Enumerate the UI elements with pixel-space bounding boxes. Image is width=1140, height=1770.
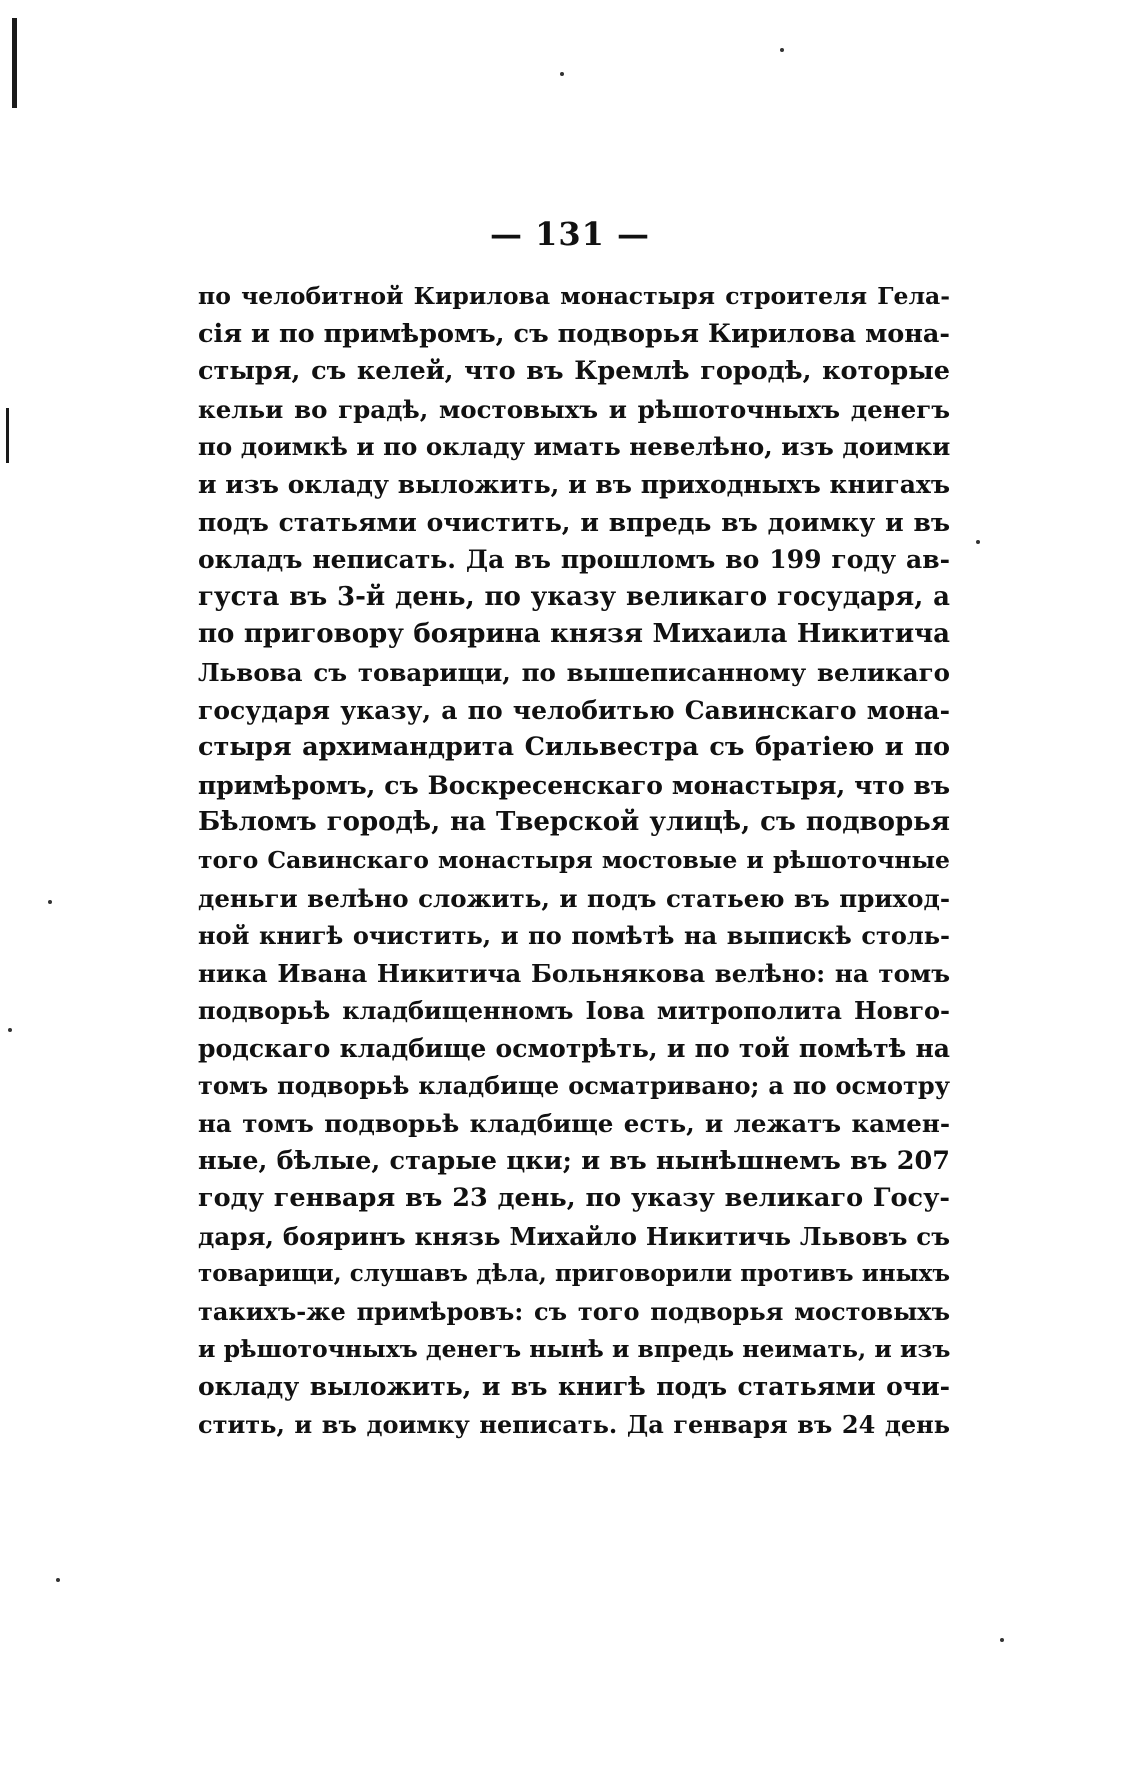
text-line: и изъ окладу выложить, и въ приходныхъ книгахъ [198, 469, 950, 499]
text-line: на томъ подворьѣ кладбище есть, и лежатъ камен- [198, 1109, 950, 1139]
text-line: родскаго кладбище осмотрѣть, и по той помѣтѣ на [198, 1033, 950, 1063]
text-line: ной книгѣ очистить, и по помѣтѣ на выпискѣ столь- [198, 921, 950, 951]
scan-speck [780, 48, 784, 52]
scan-edge-mark [6, 408, 9, 463]
text-line: окладу выложить, и въ книгѣ подъ статьями очи- [198, 1372, 950, 1402]
text-line: сія и по примѣромъ, съ подворья Кирилова мона- [198, 318, 950, 349]
text-line: деньги велѣно сложить, и подъ статьею въ приход- [198, 883, 950, 913]
text-line: Бѣломъ городѣ, на Тверской улицѣ, съ подворья [198, 807, 950, 838]
text-line: густа въ 3-й день, по указу великаго государя, а [198, 581, 950, 612]
text-line: такихъ-же примѣровъ: съ того подворья мостовыхъ [198, 1297, 950, 1327]
scan-edge-mark [12, 18, 17, 108]
text-line: подворьѣ кладбищенномъ Іова митрополита Новго- [198, 996, 950, 1026]
scan-speck [976, 540, 980, 544]
page-number: — 131 — [489, 215, 651, 253]
scan-speck [8, 1028, 12, 1032]
text-line: ные, бѣлые, старые цки; и въ нынѣшнемъ въ 207 [198, 1145, 950, 1176]
text-line: стить, и въ доимку неписать. Да генваря въ 24 день [198, 1409, 950, 1439]
scan-speck [560, 72, 564, 76]
text-line: году генваря въ 23 день, по указу великаго Госу- [198, 1183, 950, 1214]
text-line: даря, бояринъ князь Михайло Никитичь Львовъ съ [198, 1221, 950, 1251]
text-line: товарищи, слушавъ дѣла, приговорили противъ иныхъ [198, 1260, 950, 1288]
text-line: государя указу, а по челобитью Савинскаго мона- [198, 695, 950, 725]
text-line: того Савинскаго монастыря мостовые и рѣшоточные [198, 845, 950, 874]
scan-speck [56, 1578, 60, 1582]
body-text [198, 278, 950, 1478]
text-line: стыря архимандрита Сильвестра съ братіею и по [198, 732, 950, 763]
text-line: по челобитной Кирилова монастыря строителя Гела- [198, 282, 950, 310]
text-line: примѣромъ, съ Воскресенскаго монастыря, что въ [198, 770, 950, 800]
text-line: окладъ неписать. Да въ прошломъ во 199 году ав- [198, 545, 950, 575]
scan-speck [1000, 1638, 1004, 1642]
text-line: Львова съ товарищи, по вышеписанному великаго [198, 657, 950, 687]
text-line: подъ статьями очистить, и впредь въ доимку и въ [198, 507, 950, 537]
text-line: томъ подворьѣ кладбище осматривано; а по осмотру [198, 1071, 950, 1101]
scan-speck [48, 900, 52, 904]
text-line: по приговору боярина князя Михаила Никитича [198, 619, 950, 650]
text-line: ника Ивана Никитича Больнякова велѣно: на томъ [198, 958, 950, 988]
text-line: кельи во градѣ, мостовыхъ и рѣшоточныхъ денегъ [198, 394, 950, 424]
text-line: и рѣшоточныхъ денегъ нынѣ и впредь неимать, и изъ [198, 1334, 950, 1363]
text-line: стыря, съ келей, что въ Кремлѣ городѣ, которые [198, 356, 950, 387]
text-line: по доимкѣ и по окладу имать невелѣно, изъ доимки [198, 432, 950, 462]
